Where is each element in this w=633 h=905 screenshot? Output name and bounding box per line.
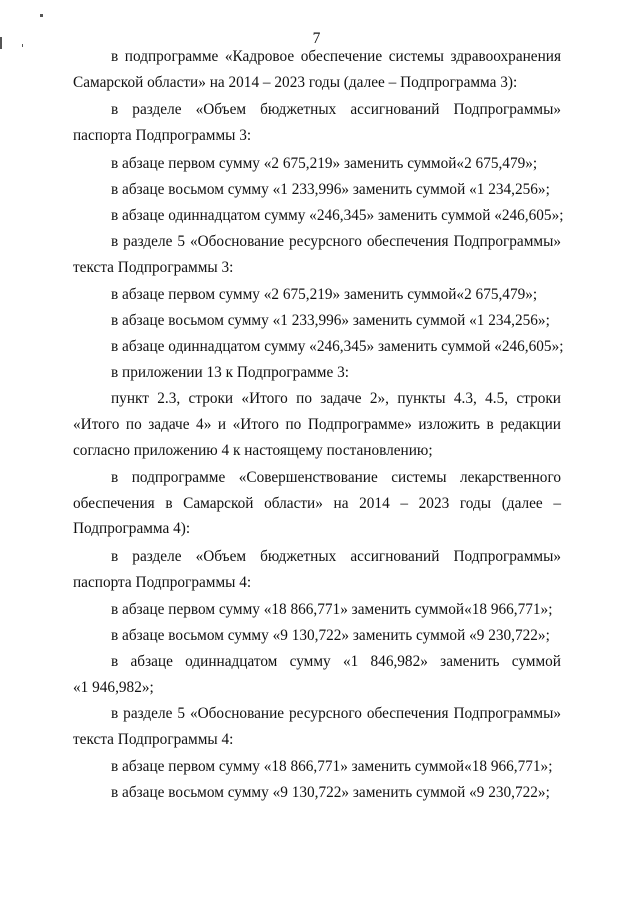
line-6: в абзаце восьмом сумму «1 233,996» заменить суммой «1 234,256»; xyxy=(111,181,550,198)
line-20: в разделе «Объем бюджетных ассигнований Подпрограммы» xyxy=(111,548,561,565)
line-12: в абзаце одиннадцатом сумму «246,345» заменить суммой «246,605»; xyxy=(111,338,564,355)
line-3: в разделе «Объем бюджетных ассигнований Подпрограммы» xyxy=(111,101,561,118)
line-15: «Итого по задаче 4» и «Итого по Подпрограмме» изложить в редакции xyxy=(73,416,561,433)
line-1: в подпрограмме «Кадровое обеспечение системы здравоохранения xyxy=(111,48,561,65)
line-19: Подпрограмма 4): xyxy=(73,520,191,537)
line-17: в подпрограмме «Совершенствование системы лекарственного xyxy=(111,469,561,486)
line-29: в абзаце восьмом сумму «9 130,722» заменить суммой «9 230,722»; xyxy=(111,784,550,801)
line-25: «1 946,982»; xyxy=(73,679,154,696)
line-18: обеспечения в Самарской области» на 2014 – 2023 годы (далее – xyxy=(73,495,561,512)
line-14: пункт 2.3, строки «Итого по задаче 2», пункты 4.3, 4.5, строки xyxy=(111,390,561,407)
line-23: в абзаце восьмом сумму «9 130,722» заменить суммой «9 230,722»; xyxy=(111,627,550,644)
line-4: паспорта Подпрограммы 3: xyxy=(73,127,252,144)
line-13: в приложении 13 к Подпрограмме 3: xyxy=(111,364,349,381)
line-9: текста Подпрограммы 3: xyxy=(73,259,234,276)
line-26: в разделе 5 «Обоснование ресурсного обеспечения Подпрограммы» xyxy=(111,705,561,722)
line-27: текста Подпрограммы 4: xyxy=(73,731,234,748)
line-10: в абзаце первом сумму «2 675,219» заменить суммой«2 675,479»; xyxy=(111,286,538,303)
line-11: в абзаце восьмом сумму «1 233,996» заменить суммой «1 234,256»; xyxy=(111,312,550,329)
line-2: Самарской области» на 2014 – 2023 годы (далее – Подпрограмма 3): xyxy=(73,74,518,91)
line-5: в абзаце первом сумму «2 675,219» заменить суммой«2 675,479»; xyxy=(111,155,538,172)
line-28: в абзаце первом сумму «18 866,771» заменить суммой«18 966,771»; xyxy=(111,758,553,775)
line-7: в абзаце одиннадцатом сумму «246,345» заменить суммой «246,605»; xyxy=(111,207,564,224)
page-number: 7 xyxy=(312,30,321,47)
scan-speck xyxy=(40,14,43,17)
line-8: в разделе 5 «Обоснование ресурсного обеспечения Подпрограммы» xyxy=(111,233,561,250)
line-24: в абзаце одиннадцатом сумму «1 846,982» заменить суммой xyxy=(111,653,561,670)
line-16: согласно приложению 4 к настоящему постановлению; xyxy=(73,442,433,459)
line-22: в абзаце первом сумму «18 866,771» заменить суммой«18 966,771»; xyxy=(111,601,553,618)
line-21: паспорта Подпрограммы 4: xyxy=(73,574,252,591)
